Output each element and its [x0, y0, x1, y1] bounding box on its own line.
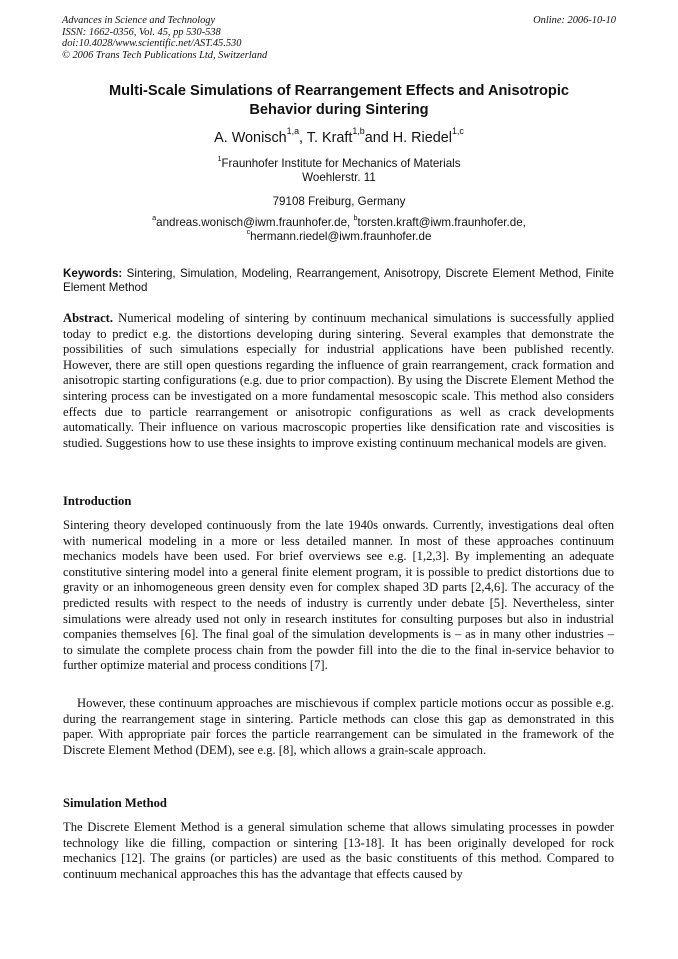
- introduction-heading: Introduction: [63, 494, 132, 508]
- online-date: Online: 2006-10-10: [533, 15, 616, 26]
- author-emails: [62, 212, 616, 244]
- email-a[interactable]: andreas.wonisch@iwm.fraunhofer.de,: [156, 216, 354, 229]
- abstract-text: Numerical modeling of sintering by continuum mechanical simulations is successfully applied today to predict e.g. the distortions developing during sintering. Several examples that demonstrate the possibilities of such simulations especially for industrial applications have been published recently. However, there are still open questions regarding the influence of grain rearrangement, crack formation and anisotropic starting configurations (e.g. due to prior compaction). By using the Discrete Element Method the sintering process can be investigated on a more fundamental mesoscopic scale. This method also considers effects due to particle rearrangement or anisotropic configurations as well as crack developments automatically. Their influence on various macroscopic properties like densification rate and viscosities is studied. Suggestions how to use these insights to improve existing continuum mechanical models are given.: [63, 311, 614, 450]
- journal-header: [62, 15, 616, 61]
- paper-title: [62, 82, 616, 119]
- issn-line: ISSN: 1662-0356, Vol. 45, pp 530-538: [62, 26, 221, 38]
- abstract-section: [63, 311, 614, 451]
- doi-line: doi:10.4028/www.scientific.net/AST.45.530: [62, 38, 242, 50]
- author-2-affil-mark: 1,b: [352, 126, 365, 137]
- email-b-mark: b: [353, 212, 358, 222]
- affiliation: [62, 153, 616, 185]
- keywords-text: Sintering, Simulation, Modeling, Rearrangement, Anisotropy, Discrete Element Method, Finite Element Method: [63, 267, 614, 295]
- email-c[interactable]: hermann.riedel@iwm.fraunhofer.de: [250, 230, 432, 243]
- author-1: A. Wonisch: [214, 130, 287, 146]
- simulation-method-paragraph-1: The Discrete Element Method is a general simulation scheme that allows simulating processes in powder technology like die filling, compaction or sintering [13-18]. It has been originally developed for rock mechanics [12]. The grains (or particles) are used as the basic constituents of this method. Compared to continuum mechanical approaches this has the advantage that effects caused by: [63, 820, 614, 881]
- affiliation-institute: Fraunhofer Institute for Mechanics of Materials: [221, 157, 461, 170]
- introduction-paragraph-1: Sintering theory developed continuously from the late 1940s onwards. Currently, investigations deal often with numerical modeling in a more or less detailed manner. In most of these approaches continuum mechanics models have been used. For brief overviews see e.g. [1,2,3]. By implementing an adequate constitutive sintering model into a general finite element program, it is possible to predict distortions due to gravity or an inhomogeneous green density even for complex shaped 3D parts [2,4,6]. The accuracy of the predicted results with respect to the needs of industry is currently under debate [5]. Nevertheless, sinter simulations were already used not only in research institutes for consulting purposes but also in industrial companies themselves [6]. The final goal of the simulation developments is – as in many other industries – to simulate the complete process chain from the powder fill into the die to the final in-service behavior to further optimize material and process conditions [7].: [63, 518, 614, 673]
- author-2: , T. Kraft: [299, 130, 353, 146]
- affiliation-street: Woehlerstr. 11: [302, 171, 376, 185]
- simulation-method-heading: Simulation Method: [63, 796, 167, 810]
- abstract-label: Abstract.: [63, 311, 114, 325]
- journal-name: Advances in Science and Technology: [62, 15, 216, 26]
- affiliation-city: 79108 Freiburg, Germany: [272, 195, 406, 208]
- author-1-affil-mark: 1,a: [286, 126, 300, 137]
- copyright-line: © 2006 Trans Tech Publications Ltd, Switzerland: [62, 49, 268, 61]
- keywords-section: [63, 267, 614, 296]
- author-list: [62, 126, 616, 147]
- affiliation-mark: 1: [217, 153, 222, 163]
- title-line-1: Multi-Scale Simulations of Rearrangement Effects and Anisotropic: [108, 83, 570, 99]
- title-line-2: Behavior during Sintering: [249, 101, 429, 118]
- introduction-paragraph-2: However, these continuum approaches are mischievous if complex particle motions occur as possible e.g. during the rearrangement stage in sintering. Particle methods can close this gap as demonstrated in this paper. With appropriate pair forces the particle rearrangement can be simulated in the framework of the Discrete Element Method (DEM), see e.g. [8], which allows a grain-scale approach.: [63, 696, 614, 757]
- author-3: and H. Riedel: [364, 130, 452, 146]
- email-c-mark: c: [246, 226, 251, 236]
- email-a-mark: a: [152, 212, 157, 222]
- keywords-label: Keywords:: [63, 267, 123, 280]
- author-3-affil-mark: 1,c: [451, 126, 464, 137]
- email-b[interactable]: torsten.kraft@iwm.fraunhofer.de,: [357, 216, 526, 229]
